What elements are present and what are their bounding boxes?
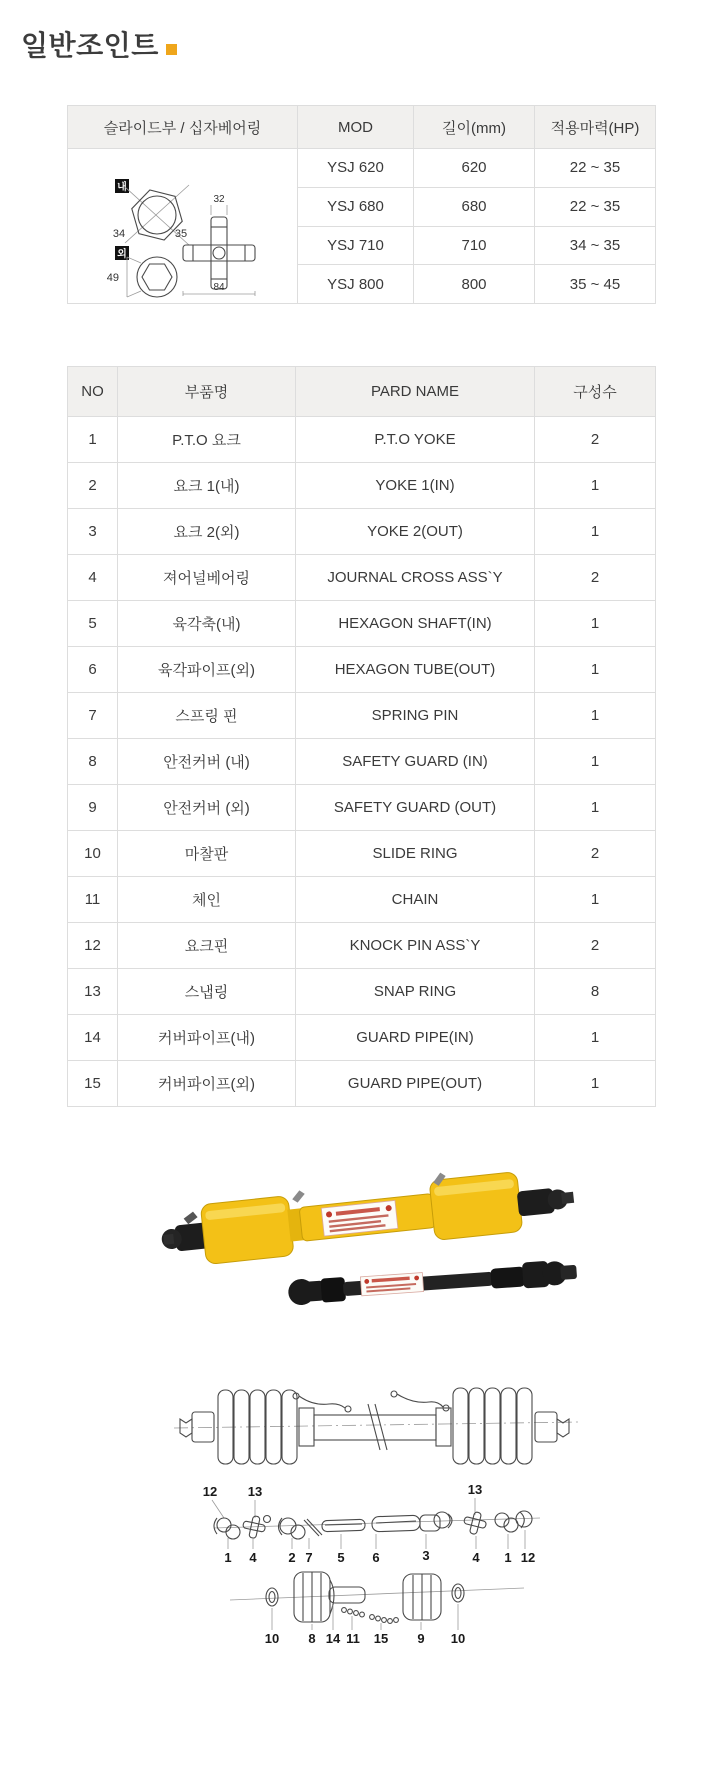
part-kname: 스프링 핀 <box>118 693 296 739</box>
parts-row <box>68 969 656 1015</box>
part-no: 3 <box>68 509 118 555</box>
part-no: 9 <box>68 785 118 831</box>
callout-4: 4 <box>249 1550 257 1565</box>
parts-col-qty-header: 구성수 <box>535 367 656 417</box>
outer-dim-lines <box>127 257 141 297</box>
callout-1: 1 <box>224 1550 232 1565</box>
part-ring-10b <box>452 1584 464 1602</box>
part-qty: 1 <box>535 601 656 647</box>
part-qty: 2 <box>535 831 656 877</box>
callout-11: 11 <box>346 1631 360 1646</box>
part-yoke-1b <box>495 1511 532 1532</box>
part-qty: 1 <box>535 1015 656 1061</box>
callout-14: 14 <box>325 1631 341 1646</box>
callout-1b: 1 <box>504 1550 512 1565</box>
part-no: 15 <box>68 1061 118 1107</box>
part-qty: 2 <box>535 417 656 463</box>
spec-col-hp-header: 적용마력(HP) <box>535 106 656 149</box>
part-qty: 1 <box>535 739 656 785</box>
part-no: 7 <box>68 693 118 739</box>
callout-6: 6 <box>372 1550 380 1565</box>
part-ename: HEXAGON TUBE(OUT) <box>296 647 535 693</box>
parts-row <box>68 739 656 785</box>
part-ename: SPRING PIN <box>296 693 535 739</box>
product-label-black <box>360 1273 423 1296</box>
callout-8: 8 <box>308 1631 316 1646</box>
spec-table <box>67 105 656 304</box>
part-kname: 체인 <box>118 877 296 923</box>
dim-49: 49 <box>106 272 119 284</box>
pto-shaft-yellow <box>158 1160 577 1269</box>
spec-length: 710 <box>414 226 535 265</box>
title-accent-square <box>166 44 177 55</box>
callout-15: 15 <box>373 1631 389 1646</box>
spec-mod: YSJ 800 <box>298 265 414 304</box>
part-qty: 2 <box>535 555 656 601</box>
parts-row <box>68 785 656 831</box>
callout-12: 12 <box>202 1484 218 1499</box>
parts-col-kname-header: 부품명 <box>118 367 296 417</box>
part-qty: 1 <box>535 509 656 555</box>
spec-drawing-cell <box>68 149 298 304</box>
pto-shafts-image <box>145 1160 600 1330</box>
right-bellows <box>453 1388 532 1464</box>
page-title-text: 일반조인트 <box>21 30 159 61</box>
part-guard-9 <box>403 1574 441 1620</box>
callout-5: 5 <box>337 1550 345 1565</box>
part-qty: 1 <box>535 785 656 831</box>
journal-cross <box>183 217 255 289</box>
part-ename: GUARD PIPE(OUT) <box>296 1061 535 1107</box>
exploded-diagram-image <box>172 1368 582 1668</box>
part-kname: 육각파이프(외) <box>118 647 296 693</box>
spec-hp: 34 ~ 35 <box>535 226 656 265</box>
product-photo <box>145 1160 600 1330</box>
part-kname: 커버파이프(외) <box>118 1061 296 1107</box>
spec-header-row <box>68 106 656 149</box>
parts-row <box>68 647 656 693</box>
part-kname: P.T.O 요크 <box>118 417 296 463</box>
callout-3: 3 <box>422 1548 430 1563</box>
parts-col-ename-header: PARD NAME <box>296 367 535 417</box>
part-yoke-2 <box>279 1518 306 1539</box>
part-ename: GUARD PIPE(IN) <box>296 1015 535 1061</box>
parts-table <box>67 366 656 1107</box>
part-qty: 1 <box>535 877 656 923</box>
row1-leaders <box>228 1530 525 1549</box>
part-no: 5 <box>68 601 118 647</box>
spec-col-drawing-header: 슬라이드부 / 십자베어링 <box>68 106 298 149</box>
hex-dimension-drawing <box>69 149 297 299</box>
exploded-diagram <box>172 1368 582 1668</box>
parts-row <box>68 509 656 555</box>
callout-13: 13 <box>247 1484 263 1499</box>
parts-row <box>68 1015 656 1061</box>
part-hex-tube-6 <box>372 1515 420 1532</box>
part-chain-15 <box>370 1615 399 1624</box>
part-kname: 요크 1(내) <box>118 463 296 509</box>
part-kname: 안전커버 (외) <box>118 785 296 831</box>
part-no: 2 <box>68 463 118 509</box>
part-qty: 1 <box>535 1061 656 1107</box>
part-ename: JOURNAL CROSS ASS`Y <box>296 555 535 601</box>
part-ename: HEXAGON SHAFT(IN) <box>296 601 535 647</box>
spec-hp: 22 ~ 35 <box>535 149 656 188</box>
part-ename: YOKE 2(OUT) <box>296 509 535 555</box>
part-no: 6 <box>68 647 118 693</box>
part-cross-4b <box>464 1512 487 1535</box>
parts-col-no-header: NO <box>68 367 118 417</box>
part-no: 1 <box>68 417 118 463</box>
spec-row <box>68 149 656 188</box>
part-kname: 요크핀 <box>118 923 296 969</box>
callout-7: 7 <box>305 1550 313 1565</box>
callout-9: 9 <box>417 1631 425 1646</box>
page-title <box>21 24 177 64</box>
spec-col-mod-header: MOD <box>298 106 414 149</box>
chain-left <box>293 1393 351 1412</box>
part-kname: 요크 2(외) <box>118 509 296 555</box>
part-ring-10 <box>266 1588 278 1606</box>
parts-row <box>68 555 656 601</box>
part-kname: 져어널베어링 <box>118 555 296 601</box>
part-ename: CHAIN <box>296 877 535 923</box>
dim-34: 34 <box>112 228 125 240</box>
assembled-shaft-drawing <box>174 1388 578 1464</box>
spec-length: 800 <box>414 265 535 304</box>
parts-row <box>68 923 656 969</box>
exploded-parts-row <box>203 1482 540 1565</box>
inner-label: 내 <box>116 182 127 193</box>
exploded-guard-row <box>230 1572 524 1646</box>
part-ename: SAFETY GUARD (IN) <box>296 739 535 785</box>
part-qty: 1 <box>535 647 656 693</box>
spec-mod: YSJ 620 <box>298 149 414 188</box>
part-yoke-1 <box>214 1518 240 1539</box>
part-no: 8 <box>68 739 118 785</box>
callout-12b: 12 <box>520 1550 536 1565</box>
part-kname: 커버파이프(내) <box>118 1015 296 1061</box>
spec-length: 620 <box>414 149 535 188</box>
spec-hp: 35 ~ 45 <box>535 265 656 304</box>
part-no: 10 <box>68 831 118 877</box>
spec-length: 680 <box>414 187 535 226</box>
dim-32: 32 <box>212 194 225 205</box>
part-qty: 2 <box>535 923 656 969</box>
part-qty: 1 <box>535 693 656 739</box>
part-ename: SNAP RING <box>296 969 535 1015</box>
part-ename: SLIDE RING <box>296 831 535 877</box>
pto-shaft-black <box>287 1259 577 1306</box>
part-no: 11 <box>68 877 118 923</box>
part-kname: 마찰판 <box>118 831 296 877</box>
parts-row <box>68 417 656 463</box>
part-ename: SAFETY GUARD (OUT) <box>296 785 535 831</box>
parts-header-row <box>68 367 656 417</box>
parts-row <box>68 831 656 877</box>
parts-row <box>68 463 656 509</box>
outer-hexagon <box>137 257 177 297</box>
callout-10: 10 <box>264 1631 280 1646</box>
part-qty: 8 <box>535 969 656 1015</box>
part-kname: 스냅링 <box>118 969 296 1015</box>
outer-label: 외 <box>116 249 127 260</box>
part-ename: KNOCK PIN ASS`Y <box>296 923 535 969</box>
dim-84: 84 <box>212 282 225 293</box>
dim-35: 35 <box>174 228 187 240</box>
spec-col-length-header: 길이(mm) <box>414 106 535 149</box>
row2-leaders <box>272 1604 458 1630</box>
part-qty: 1 <box>535 463 656 509</box>
part-ename: YOKE 1(IN) <box>296 463 535 509</box>
part-no: 12 <box>68 923 118 969</box>
part-kname: 안전커버 (내) <box>118 739 296 785</box>
callout-10b: 10 <box>450 1631 466 1646</box>
spec-mod: YSJ 680 <box>298 187 414 226</box>
parts-row <box>68 601 656 647</box>
callout-13b: 13 <box>467 1482 483 1497</box>
parts-row <box>68 1061 656 1107</box>
parts-row <box>68 693 656 739</box>
part-hex-shaft-5 <box>322 1519 365 1531</box>
part-pin-7 <box>304 1519 322 1536</box>
spec-mod: YSJ 710 <box>298 226 414 265</box>
part-kname: 육각축(내) <box>118 601 296 647</box>
part-no: 14 <box>68 1015 118 1061</box>
callout-2: 2 <box>288 1550 296 1565</box>
part-chain-11 <box>342 1608 365 1617</box>
callout-4b: 4 <box>472 1550 480 1565</box>
part-no: 13 <box>68 969 118 1015</box>
parts-row <box>68 877 656 923</box>
part-no: 4 <box>68 555 118 601</box>
part-ename: P.T.O YOKE <box>296 417 535 463</box>
spec-hp: 22 ~ 35 <box>535 187 656 226</box>
